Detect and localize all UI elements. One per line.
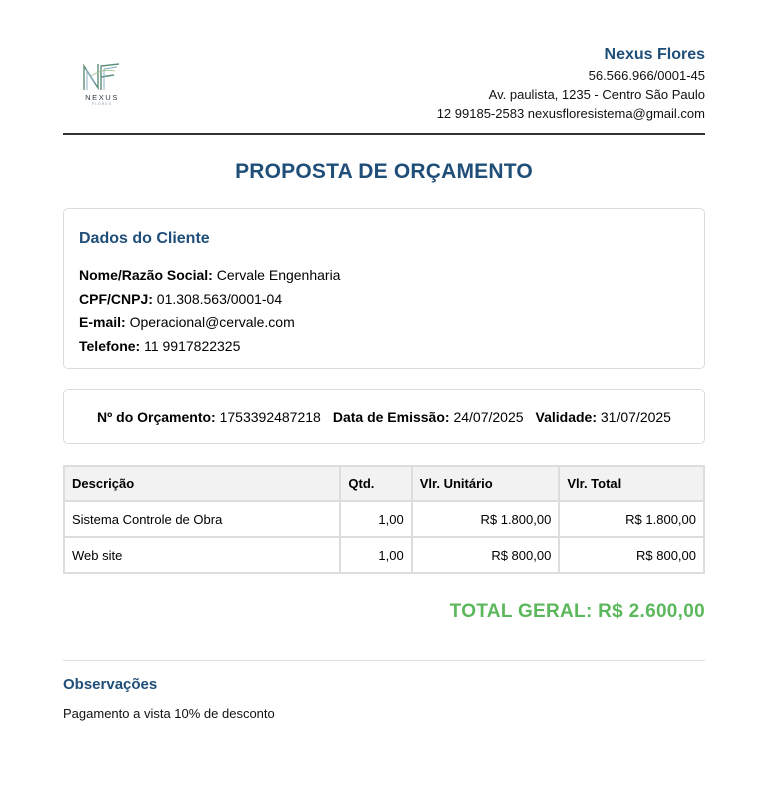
meta-label: Validade: <box>535 408 597 425</box>
company-logo <box>81 62 123 106</box>
field-value: Operacional@cervale.com <box>129 314 295 330</box>
field-label: CPF/CNPJ: <box>79 290 153 307</box>
logo-wordmark: NEXUS <box>85 93 119 102</box>
observations-divider <box>63 660 705 661</box>
field-value: 01.308.563/0001-04 <box>156 290 283 307</box>
quote-number <box>97 409 321 425</box>
client-fields <box>79 264 340 358</box>
meta-value: 24/07/2025 <box>453 408 524 425</box>
header-total-price: Vlr. Total <box>559 466 704 501</box>
header-description: Descrição <box>64 466 340 501</box>
nexus-flores-logo-icon <box>81 62 123 92</box>
cell-unit-price: R$ 800,00 <box>412 537 560 573</box>
header-unit-price: Vlr. Unitário <box>412 466 560 501</box>
page-title: PROPOSTA DE ORÇAMENTO <box>235 160 533 183</box>
client-document-field <box>79 288 340 312</box>
meta-value: 1753392487218 <box>219 408 321 425</box>
client-data-section <box>63 208 705 369</box>
document-header <box>63 0 705 135</box>
logo-subtext: FLORES <box>91 102 112 106</box>
meta-label: Data de Emissão: <box>332 408 450 425</box>
client-name-field <box>79 264 340 288</box>
field-label: Telefone: <box>79 337 141 354</box>
cell-total-price: R$ 800,00 <box>559 537 704 573</box>
issue-date <box>333 409 524 425</box>
field-label: Nome/Razão Social: <box>79 267 213 283</box>
field-value: 11 9917822325 <box>144 337 241 354</box>
company-address: Av. paulista, 1235 - Centro São Paulo <box>488 87 705 102</box>
cell-quantity: 1,00 <box>340 501 411 537</box>
table-header-row <box>64 466 704 501</box>
meta-value: 31/07/2025 <box>600 408 671 425</box>
grand-total: TOTAL GERAL: R$ 2.600,00 <box>449 601 705 622</box>
meta-label: Nº do Orçamento: <box>97 408 216 425</box>
company-contact: 12 99185-2583 nexusfloresistema@gmail.com <box>436 106 705 121</box>
table-row <box>64 537 704 573</box>
validity-date <box>536 409 671 425</box>
field-label: E-mail: <box>79 314 126 330</box>
field-value: Cervale Engenharia <box>216 267 341 283</box>
observations-title: Observações <box>63 676 158 693</box>
items-table <box>63 465 705 574</box>
cell-quantity: 1,00 <box>340 537 411 573</box>
client-section-title: Dados do Cliente <box>79 230 210 247</box>
client-phone-field <box>79 335 340 359</box>
company-info <box>437 45 705 123</box>
quote-document <box>63 0 705 721</box>
cell-description: Web site <box>64 537 340 573</box>
cell-total-price: R$ 1.800,00 <box>559 501 704 537</box>
quote-meta-section <box>63 389 705 444</box>
client-email-field <box>79 311 340 335</box>
table-row <box>64 501 704 537</box>
cell-description: Sistema Controle de Obra <box>64 501 340 537</box>
company-name: Nexus Flores <box>604 46 705 63</box>
company-cnpj: 56.566.966/0001-45 <box>588 68 705 83</box>
header-quantity: Qtd. <box>340 466 411 501</box>
cell-unit-price: R$ 1.800,00 <box>412 501 560 537</box>
observations-text: Pagamento a vista 10% de desconto <box>63 706 275 721</box>
